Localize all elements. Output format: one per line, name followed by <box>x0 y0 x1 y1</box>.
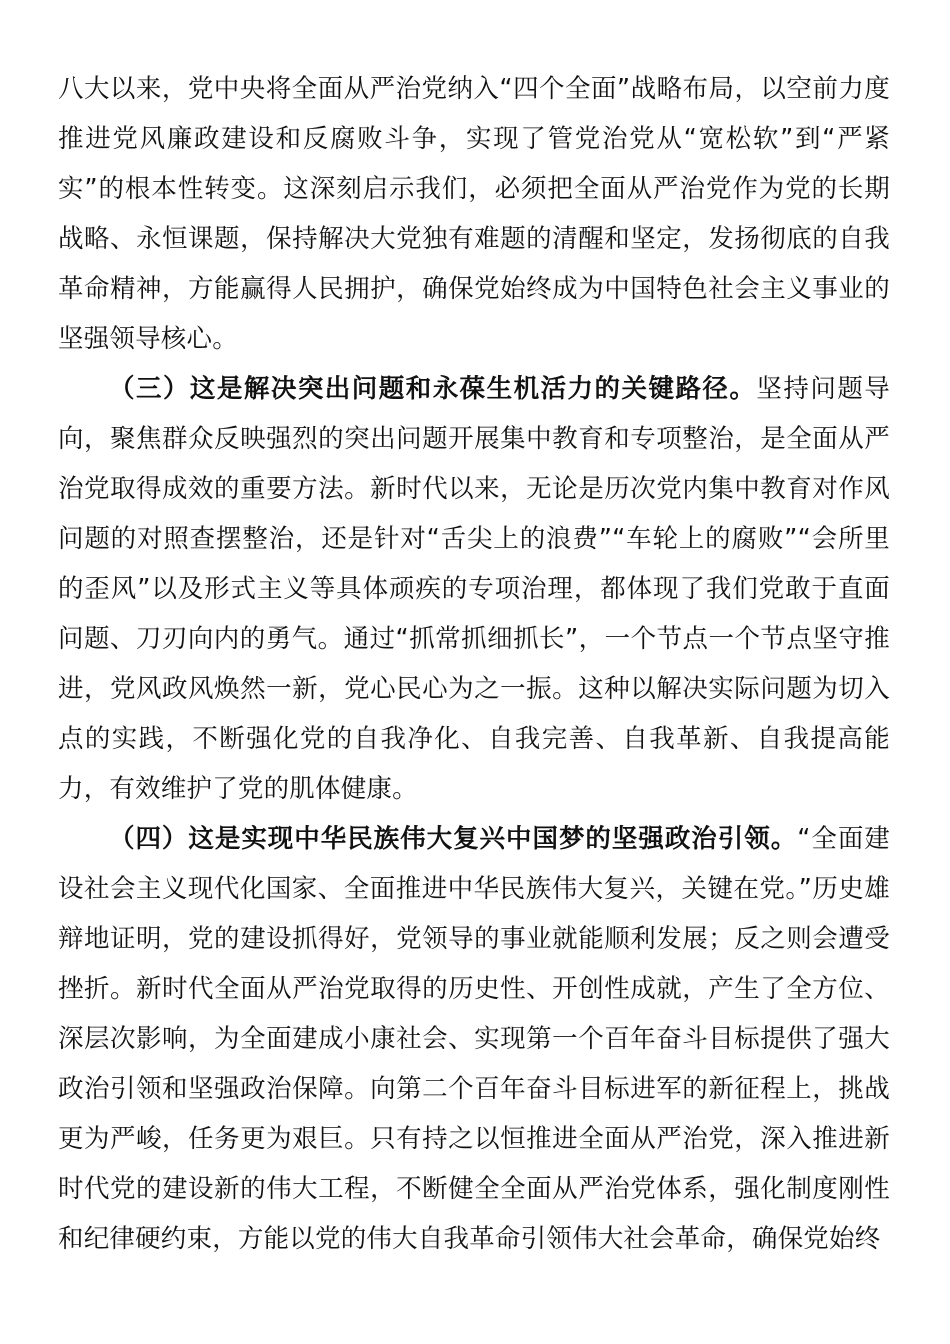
section-4-heading: （四）这是实现中华民族伟大复兴中国梦的坚强政治引领。 <box>109 824 798 854</box>
section-3-body: 坚持问题导向，聚焦群众反映强烈的突出问题开展集中教育和专项整治，是全面从严治党取得成效的重要方法。新时代以来，无论是历次党内集中教育对作风问题的对照查摆整治，还是针对“舌尖上的浪费”“车轮上的腐败”“会所里的歪风”以及形式主义等具体顽疾的专项治理，都体现了我们党敢于直面问题、刀刃向内的勇气。通过“抓常抓细抓长”，一个节点一个节点坚守推进，党风政风焕然一新，党心民心为之一振。这种以解决实际问题为切入点的实践，不断强化党的自我净化、自我完善、自我革新、自我提高能力，有效维护了党的肌体健康。 <box>58 374 890 804</box>
document-page <box>58 64 890 1264</box>
section-4-body: “全面建设社会主义现代化国家、全面推进中华民族伟大复兴，关键在党。”历史雄辩地证明，党的建设抓得好，党领导的事业就能顺利发展；反之则会遭受挫折。新时代全面从严治党取得的历史性、开创性成就，产生了全方位、深层次影响，为全面建成小康社会、实现第一个百年奋斗目标提供了强大政治引领和坚强政治保障。向第二个百年奋斗目标进军的新征程上，挑战更为严峻，任务更为艰巨。只有持之以恒推进全面从严治党，深入推进新时代党的建设新的伟大工程，不断健全全面从严治党体系，强化制度刚性和纪律硬约束，方能以党的伟大自我革命引领伟大社会革命，确保党始终 <box>58 824 891 1254</box>
paragraph-continuation: 八大以来，党中央将全面从严治党纳入“四个全面”战略布局，以空前力度推进党风廉政建设和反腐败斗争，实现了管党治党从“宽松软”到“严紧实”的根本性转变。这深刻启示我们，必须把全面从严治党作为党的长期战略、永恒课题，保持解决大党独有难题的清醒和坚定，发扬彻底的自我革命精神，方能赢得人民拥护，确保党始终成为中国特色社会主义事业的坚强领导核心。 <box>58 74 890 354</box>
section-3-heading: （三）这是解决突出问题和永葆生机活力的关键路径。 <box>109 374 757 404</box>
section-3-paragraph <box>58 364 890 814</box>
section-4-paragraph <box>58 814 890 1264</box>
